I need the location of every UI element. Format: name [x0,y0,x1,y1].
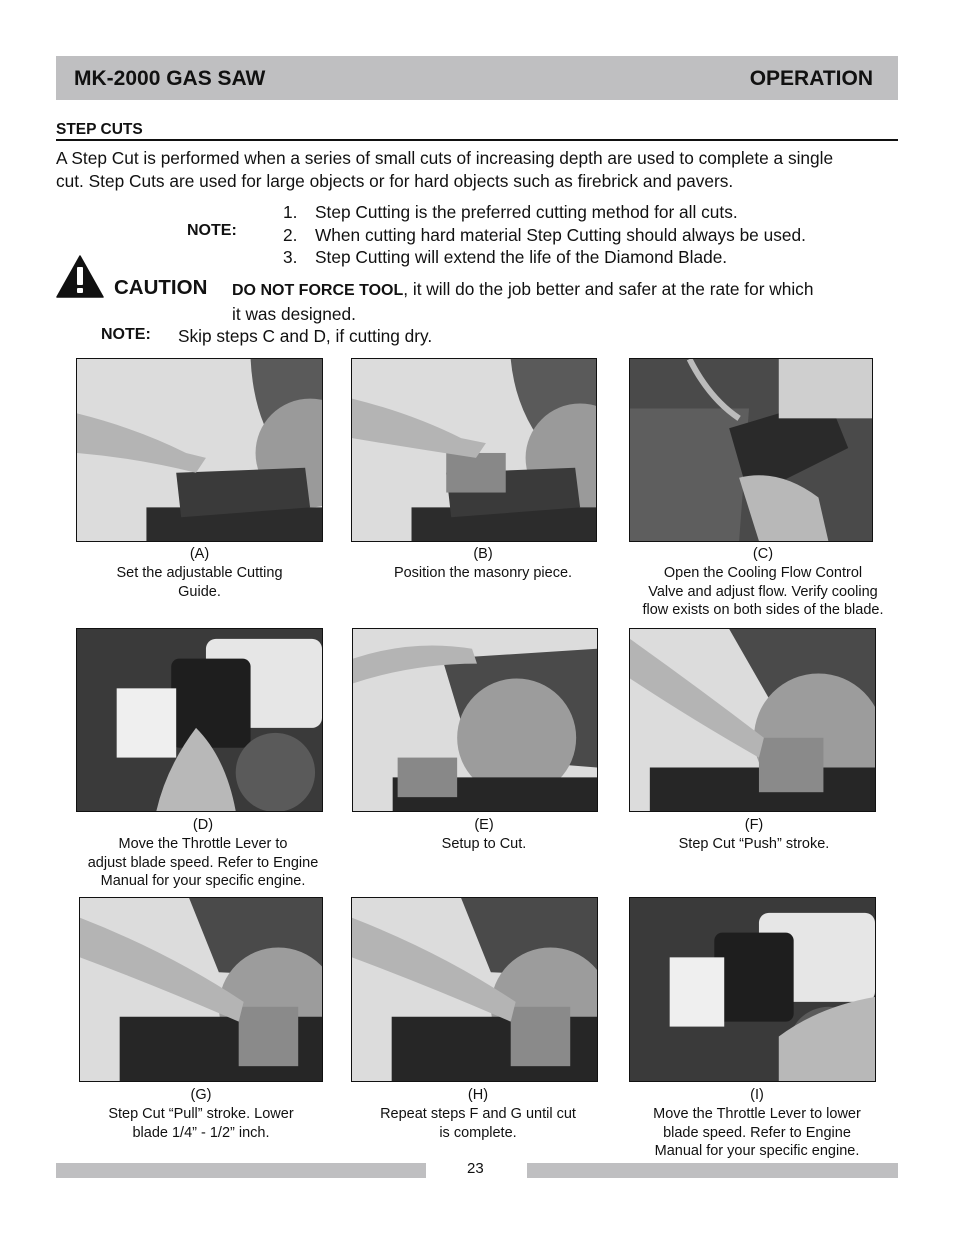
intro-paragraph [56,147,904,192]
caption-line: Guide. [178,583,221,600]
caption-letter: (B) [473,546,493,562]
caution-label: CAUTION [114,276,208,299]
note-item-text: Step Cutting will extend the life of the Diamond Blade. [315,247,728,267]
chapter-title: OPERATION [749,67,873,90]
photo-step-a [76,358,323,542]
photo-step-h [351,897,598,1082]
caption-line: Valve and adjust flow. Verify cooling [648,583,878,600]
caption-line: adjust blade speed. Refer to Engine [87,854,319,871]
caption-line: Manual for your specific engine. [100,873,306,890]
photo-step-e [352,628,598,812]
caution-text [232,278,892,325]
photo-step-f [629,628,876,812]
footer-bar-left [56,1163,426,1178]
photo-caption-e [352,816,616,854]
warning-triangle-icon [56,255,104,298]
note-item [283,201,806,224]
caption-line: Step Cut “Pull” stroke. Lower [108,1105,294,1122]
note-item-text: When cutting hard material Step Cutting should always be used. [315,224,806,245]
page-number: 23 [467,1160,484,1177]
caption-line: is complete. [439,1124,517,1141]
caption-line: Step Cut “Push” stroke. [678,835,830,852]
caption-letter: (A) [189,546,210,562]
note-item-number: 3. [283,247,298,267]
footer-bar-right [527,1163,898,1178]
photo-caption-b [351,545,615,583]
section-divider [56,139,898,141]
caution-line [232,278,892,303]
note-label: NOTE: [101,326,151,343]
section-title: STEP CUTS [56,121,143,138]
caption-line: Open the Cooling Flow Control [663,564,863,581]
caution-line-rest: , it will do the job better and safer at the rate for which [403,279,814,299]
caption-letter: (G) [190,1087,212,1103]
note-item [283,224,806,247]
note-item-text: Step Cutting is the preferred cutting method for all cuts. [315,202,738,222]
photo-step-b [351,358,597,542]
photo-caption-d [76,816,330,891]
caption-line: Repeat steps F and G until cut [380,1105,576,1122]
caption-line: flow exists on both sides of the blade. [642,602,884,619]
photo-caption-c [626,545,900,620]
caption-line: Set the adjustable Cutting [116,564,283,581]
caption-letter: (H) [467,1087,489,1103]
photo-caption-h [351,1086,605,1142]
caption-line: Setup to Cut. [441,835,527,852]
photo-caption-a [76,545,323,601]
caution-line: it was designed. [232,303,356,324]
photo-caption-f [629,816,879,854]
intro-line: cut. Step Cuts are used for large objects or for hard objects such as firebrick and pavers. [56,170,734,191]
caption-line: Manual for your specific engine. [654,1143,860,1160]
caption-letter: (C) [752,546,774,562]
caption-letter: (E) [474,817,494,833]
photo-caption-i [629,1086,885,1161]
photo-step-d [76,628,323,812]
caption-line: Move the Throttle Lever to lower [653,1105,861,1122]
photo-caption-g [79,1086,323,1142]
note-item [283,246,806,269]
intro-line: A Step Cut is performed when a series of small cuts of increasing depth are used to complete a single [56,148,834,168]
caption-line: Move the Throttle Lever to [118,835,288,852]
note-item-number: 2. [283,224,298,245]
caution-emphasis: DO NOT FORCE TOOL [232,282,404,299]
caption-letter: (I) [750,1087,764,1103]
note-item-number: 1. [283,202,298,222]
photo-step-g [79,897,323,1082]
page-header [56,56,898,100]
caption-letter: (F) [744,817,764,833]
photo-step-c [629,358,873,542]
caption-letter: (D) [192,817,214,833]
photo-step-i [629,897,876,1082]
caption-line: Position the masonry piece. [393,564,573,581]
note-list [283,201,806,269]
note-label: NOTE: [187,222,237,239]
caption-line: blade 1/4” - 1/2” inch. [132,1124,270,1141]
note-text: Skip steps C and D, if cutting dry. [178,326,433,346]
caption-line: blade speed. Refer to Engine [663,1124,851,1141]
manual-title: MK-2000 GAS SAW [74,67,266,90]
